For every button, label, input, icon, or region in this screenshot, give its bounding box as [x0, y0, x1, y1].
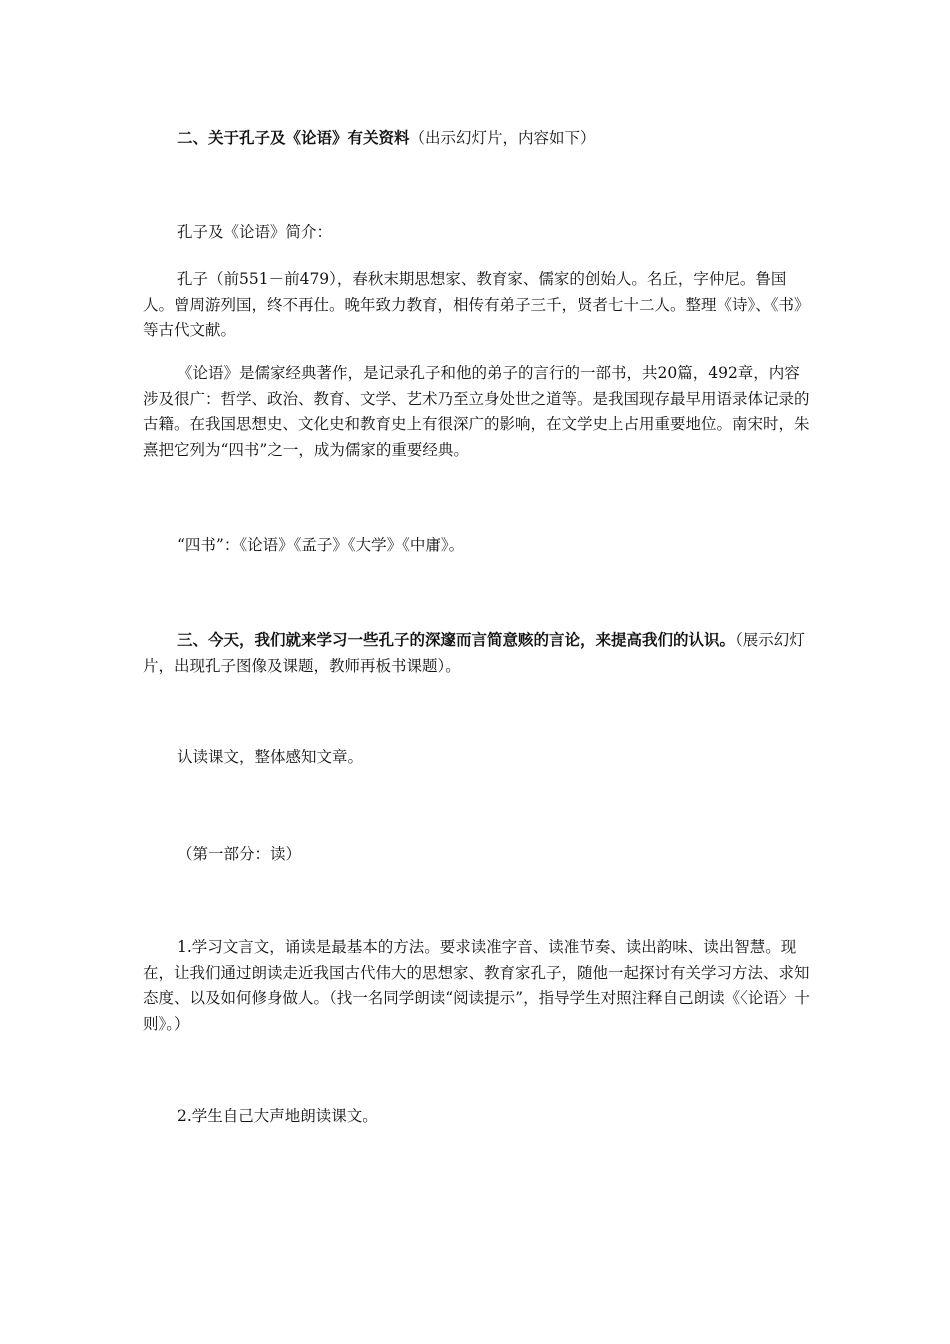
section-3-paragraph — [143, 627, 811, 679]
intro-heading: 孔子及《论语》简介： — [177, 223, 333, 241]
reading-item-1: 1.学习文言文，诵读是最基本的方法。要求读准字音、读准节奏、读出韵味、读出智慧。现在，让我们通过朗读走近我国古代伟大的思想家、教育家孔子，随他一起探讨有关学习方法、求知态度、以及如何修身做人。（找一名同学朗读“阅读提示”，指导学生对照注释自己朗读《〈论语〉十则》。） — [143, 938, 810, 1033]
section-2-paragraph — [143, 125, 811, 152]
section-2-heading: 二、关于孔子及《论语》有关资料 — [177, 128, 410, 147]
lunyu-paragraph: 《论语》是儒家经典著作，是记录孔子和他的弟子的言行的一部书，共20篇，492章，内容涉及很广：哲学、政治、教育、文学、艺术乃至立身处世之道等。是我国现存最早用语录体记录的古籍。在我国思想史、文化史和教育史上有很深广的影响，在文学史上占用重要地位。南宋时，朱熹把它列为“四书”之一，成为儒家的重要经典。 — [143, 364, 810, 459]
reading-item-2: 2.学生自己大声地朗读课文。 — [177, 1107, 378, 1125]
sishu-paragraph: “四书”：《论语》《孟子》《大学》《中庸》。 — [177, 536, 465, 554]
reading-heading: 认读课文，整体感知文章。 — [177, 748, 364, 766]
section-3-heading: 三、今天，我们就来学习一些孔子的深邃而言简意赅的言论，来提高我们的认识。 — [177, 630, 736, 649]
section-3-note: （展示幻灯片，出现孔子图像及课题，教师再板书课题）。 — [143, 631, 805, 675]
part-1-label: （第一部分：读） — [177, 845, 302, 863]
section-2-note: （出示幻灯片，内容如下） — [409, 129, 596, 147]
confucius-paragraph: 孔子（前551－前479），春秋末期思想家、教育家、儒家的创始人。名丘，字仲尼。鲁国人。曾周游列国，终不再仕。晚年致力教育，相传有弟子三千，贤者七十二人。整理《诗》、《书》等古代文献。 — [143, 270, 810, 339]
